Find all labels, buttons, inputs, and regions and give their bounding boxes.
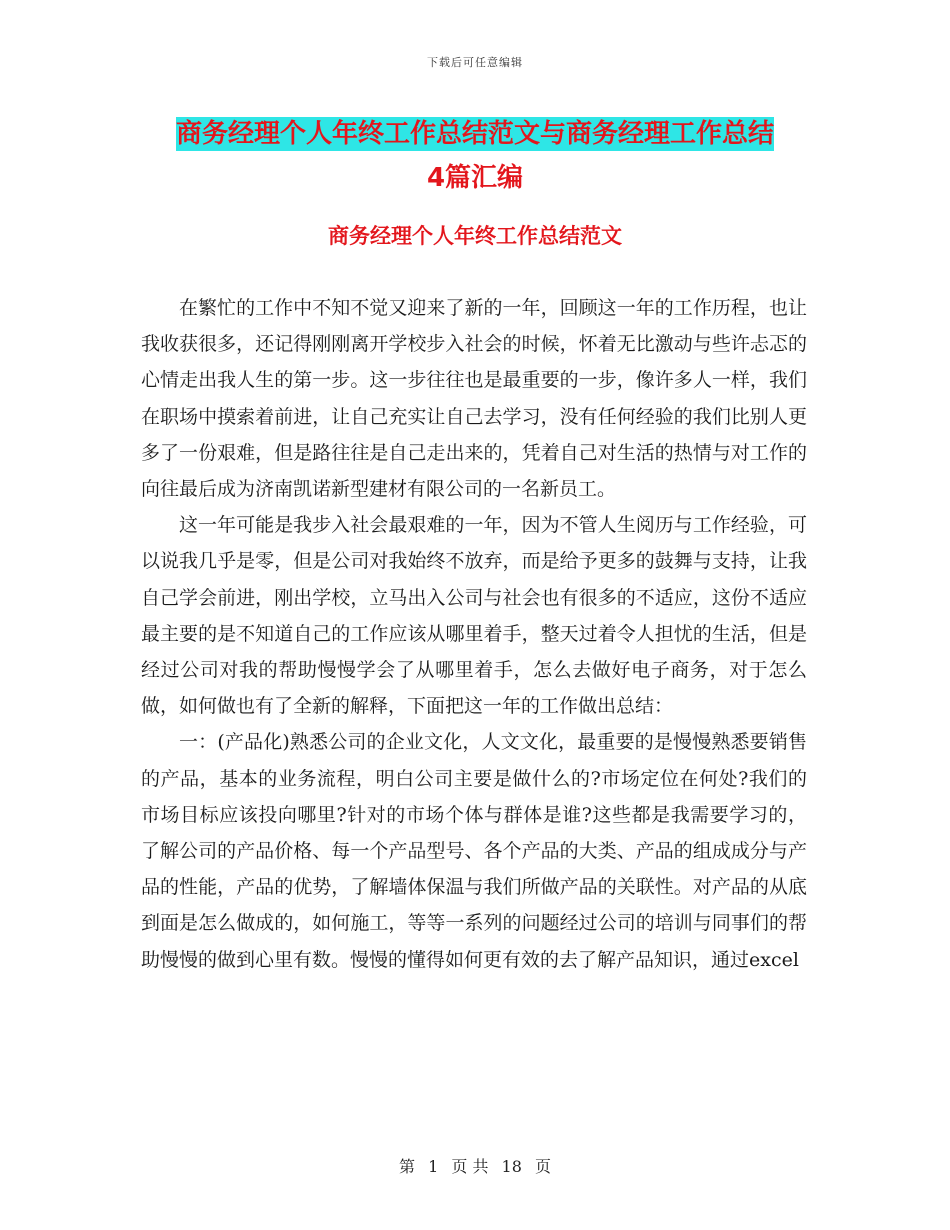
- footer-page-number: 1: [428, 1157, 439, 1176]
- page-footer: [0, 1154, 950, 1177]
- section-title: 商务经理个人年终工作总结范文: [328, 224, 622, 248]
- header-note: 下载后可任意编辑: [427, 56, 523, 69]
- paragraph: 一：(产品化)熟悉公司的企业文化，人文文化，最重要的是慢慢熟悉要销售的产品，基本的业务流程，明白公司主要是做什么的?市场定位在何处?我们的市场目标应该投向哪里?针对的市场个体与群体是谁?这些都是我需要学习的，了解公司的产品价格、每一个产品型号、各个产品的大类、产品的组成成分与产品的性能，产品的优势，了解墙体保温与我们所做产品的关联性。对产品的从底到面是怎么做成的，如何施工，等等一系列的问题经过公司的培训与同事们的帮助慢慢的做到心里有数。慢慢的懂得如何更有效的去了解产品知识，通过excel: [141, 731, 807, 971]
- footer-prefix: 第: [398, 1157, 415, 1176]
- paragraph: 在繁忙的工作中不知不觉又迎来了新的一年，回顾这一年的工作历程，也让我收获很多，还记得刚刚离开学校步入社会的时候，怀着无比激动与些许忐忑的心情走出我人生的第一步。这一步往往也是最重要的一步，像许多人一样，我们在职场中摸索着前进，让自己充实让自己去学习，没有任何经验的我们比别人更多了一份艰难，但是路往往是自己走出来的，凭着自己对生活的热情与对工作的向往最后成为济南凯诺新型建材有限公司的一名新员工。: [141, 297, 807, 501]
- document-body: [141, 290, 807, 978]
- footer-suffix: 页: [535, 1157, 552, 1176]
- paragraph: 这一年可能是我步入社会最艰难的一年，因为不管人生阅历与工作经验，可以说我几乎是零，但是公司对我始终不放弃，而是给予更多的鼓舞与支持，让我自己学会前进，刚出学校，立马出入公司与社会也有很多的不适应，这份不适应最主要的是不知道自己的工作应该从哪里着手，整天过着令人担忧的生活，但是经过公司对我的帮助慢慢学会了从哪里着手，怎么去做好电子商务，对于怎么做，如何做也有了全新的解释，下面把这一年的工作做出总结：: [141, 514, 807, 718]
- document-title-line1: 商务经理个人年终工作总结范文与商务经理工作总结: [175, 119, 774, 149]
- footer-middle: 页 共: [451, 1157, 489, 1176]
- document-title: [140, 112, 810, 200]
- footer-total-pages: 18: [501, 1157, 522, 1176]
- document-title-line2: 4篇汇编: [426, 163, 524, 193]
